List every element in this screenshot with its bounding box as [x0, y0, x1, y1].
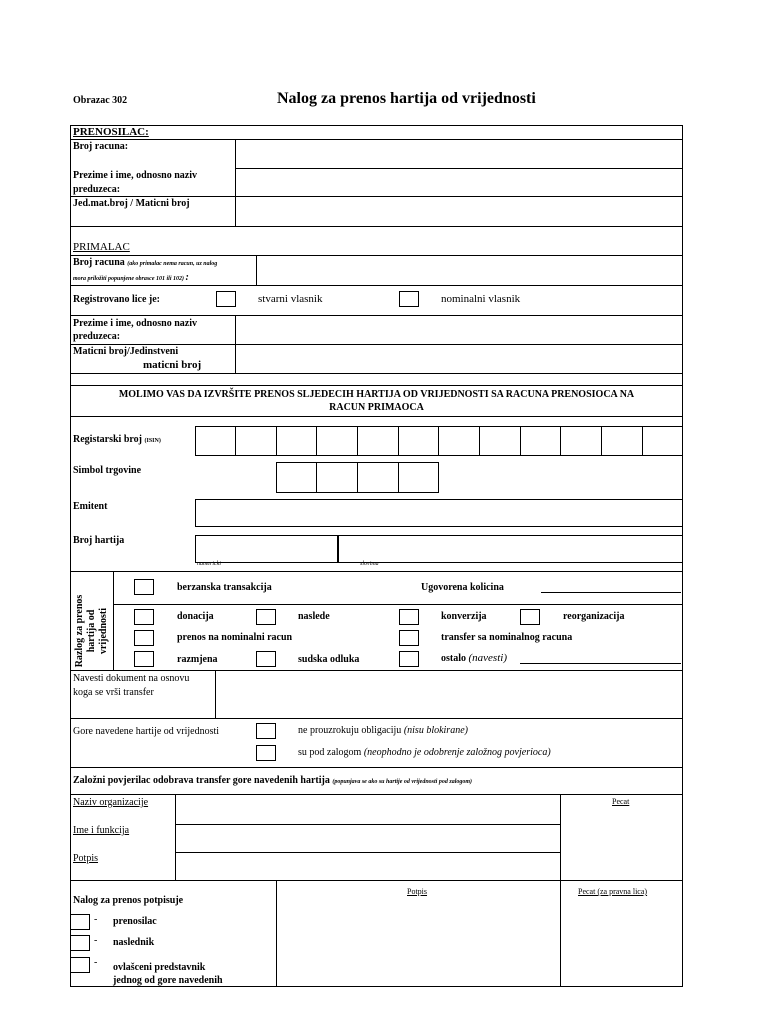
primalac-id-field[interactable] [238, 346, 678, 371]
prenosilac-id-label: Jed.mat.broj / Maticni broj [73, 198, 190, 209]
primalac-account-field[interactable] [259, 257, 679, 283]
prenosilac-account-label: Broj racuna: [73, 141, 129, 152]
from-nominal-checkbox[interactable] [399, 630, 419, 646]
signature-header: Potpis [407, 887, 428, 896]
inheritance-checkbox[interactable] [256, 609, 276, 625]
no-obligation-label: ne prouzrokuju obligaciju (nisu blokirane) [298, 725, 468, 736]
successor-label: naslednik [113, 937, 155, 948]
from-nominal-label: transfer sa nominalnog racuna [441, 632, 573, 643]
real-owner-checkbox[interactable] [216, 291, 236, 307]
quantity-label: Broj hartija [73, 535, 125, 546]
document-field[interactable] [218, 672, 678, 716]
primalac-heading: PRIMALAC [73, 241, 130, 253]
primalac-name-field[interactable] [238, 317, 678, 341]
pledge-signature-label: Potpis [73, 853, 99, 864]
page-title: Nalog za prenos hartija od vrijednosti [277, 90, 536, 107]
prenosilac-name-label-2: preduzeca: [73, 184, 121, 195]
document-label-2: koga se vrši transfer [73, 687, 154, 698]
prenosilac-id-field[interactable] [238, 198, 678, 224]
request-line-2: RACUN PRIMAOCA [329, 402, 424, 413]
symbol-label: Simbol trgovine [73, 465, 142, 476]
pledge-title: Založni povjerilac odobrava transfer gore navedenih hartija (popunjava se ako su hartije od vrijednosti pod zalogom) [73, 775, 473, 786]
quantity-numeric-field[interactable] [195, 535, 338, 563]
no-obligation-checkbox[interactable] [256, 723, 276, 739]
transferor-label: prenosilac [113, 916, 157, 927]
authorized-checkbox[interactable] [70, 957, 90, 973]
numeric-caption: numericki [197, 561, 221, 567]
request-line-1: MOLIMO VAS DA IZVRŠITE PRENOS SLJEDECIH HARTIJA OD VRIJEDNOSTI SA RACUNA PRENOSIOCA NA [118, 389, 635, 400]
agreed-quantity-label: Ugovorena kolicina [421, 582, 504, 593]
signing-title: Nalog za prenos potpisuje [73, 895, 184, 906]
pledge-name-field[interactable] [178, 826, 556, 850]
successor-dash: - [94, 935, 98, 946]
words-caption: slovima [360, 561, 379, 567]
primalac-account-label: Broj racuna (ako primalac nema racun, uz nalog [73, 257, 218, 268]
other-checkbox[interactable] [399, 651, 419, 667]
transferor-dash: - [94, 914, 98, 925]
quantity-words-field[interactable] [338, 535, 683, 563]
authorized-label-2: jednog od gore navedenih [113, 975, 223, 986]
nominal-owner-label: nominalni vlasnik [441, 293, 521, 305]
primalac-id-label-2: maticni broj [143, 359, 202, 371]
primalac-id-label: Maticni broj/Jedinstveni [73, 346, 179, 357]
registered-label: Registrovano lice je: [73, 294, 161, 305]
prenosilac-name-field[interactable] [238, 170, 678, 194]
form-number: Obrazac 302 [73, 95, 128, 106]
split-label: razmjena [177, 654, 218, 665]
split-checkbox[interactable] [134, 651, 154, 667]
primalac-name-label-2: preduzeca: [73, 331, 121, 342]
donation-label: donacija [177, 611, 214, 622]
pledged-label: su pod zalogom (neophodno je odobrenje založnog povjerioca) [298, 747, 551, 758]
primalac-account-note: mora priložiti popunjene obrasce 101 ili 102) : [73, 272, 189, 283]
reorganization-checkbox[interactable] [520, 609, 540, 625]
status-label: Gore navedene hartije od vrijednosti [73, 726, 220, 737]
donation-checkbox[interactable] [134, 609, 154, 625]
issuer-label: Emitent [73, 501, 108, 512]
pledge-org-label: Naziv organizacije [73, 797, 149, 808]
stamp-header: Pecat (za pravna lica) [578, 887, 648, 896]
primalac-name-label: Prezime i ime, odnosno naziv [73, 318, 197, 329]
issuer-field[interactable] [195, 499, 683, 527]
signature-area[interactable] [280, 900, 556, 984]
real-owner-label: stvarni vlasnik [258, 293, 323, 305]
nominal-owner-checkbox[interactable] [399, 291, 419, 307]
agreed-quantity-field[interactable] [541, 592, 681, 593]
court-checkbox[interactable] [256, 651, 276, 667]
transferor-checkbox[interactable] [70, 914, 90, 930]
stock-exchange-label: berzanska transakcija [177, 582, 272, 593]
stock-exchange-checkbox[interactable] [134, 579, 154, 595]
prenosilac-account-field[interactable] [238, 141, 678, 165]
stamp-area[interactable] [563, 900, 680, 984]
authorized-label: ovlašceni predstavnik [113, 962, 206, 973]
pledged-checkbox[interactable] [256, 745, 276, 761]
isin-field[interactable] [195, 426, 683, 456]
other-field[interactable] [520, 663, 681, 664]
prenosilac-heading: PRENOSILAC: [73, 126, 149, 138]
pledge-signature-field[interactable] [178, 854, 556, 878]
to-nominal-checkbox[interactable] [134, 630, 154, 646]
pledge-stamp-label: Pecat [612, 797, 630, 806]
pledge-stamp-area[interactable] [562, 810, 680, 878]
to-nominal-label: prenos na nominalni racun [177, 632, 293, 643]
reason-side-label: Razlog za prenos hartija od vrijednosti [74, 594, 109, 668]
court-label: sudska odluka [298, 654, 360, 665]
prenosilac-name-label: Prezime i ime, odnosno naziv [73, 170, 197, 181]
document-label: Navesti dokument na osnovu [73, 673, 190, 684]
other-label: ostalo (navesti) [441, 652, 507, 664]
isin-label: Registarski broj (ISIN) [73, 434, 161, 445]
authorized-dash: - [94, 957, 98, 968]
pledge-name-label: Ime i funkcija [73, 825, 130, 836]
successor-checkbox[interactable] [70, 935, 90, 951]
conversion-label: konverzija [441, 611, 487, 622]
inheritance-label: naslede [298, 611, 330, 622]
pledge-org-field[interactable] [178, 797, 556, 822]
reorganization-label: reorganizacija [563, 611, 625, 622]
conversion-checkbox[interactable] [399, 609, 419, 625]
